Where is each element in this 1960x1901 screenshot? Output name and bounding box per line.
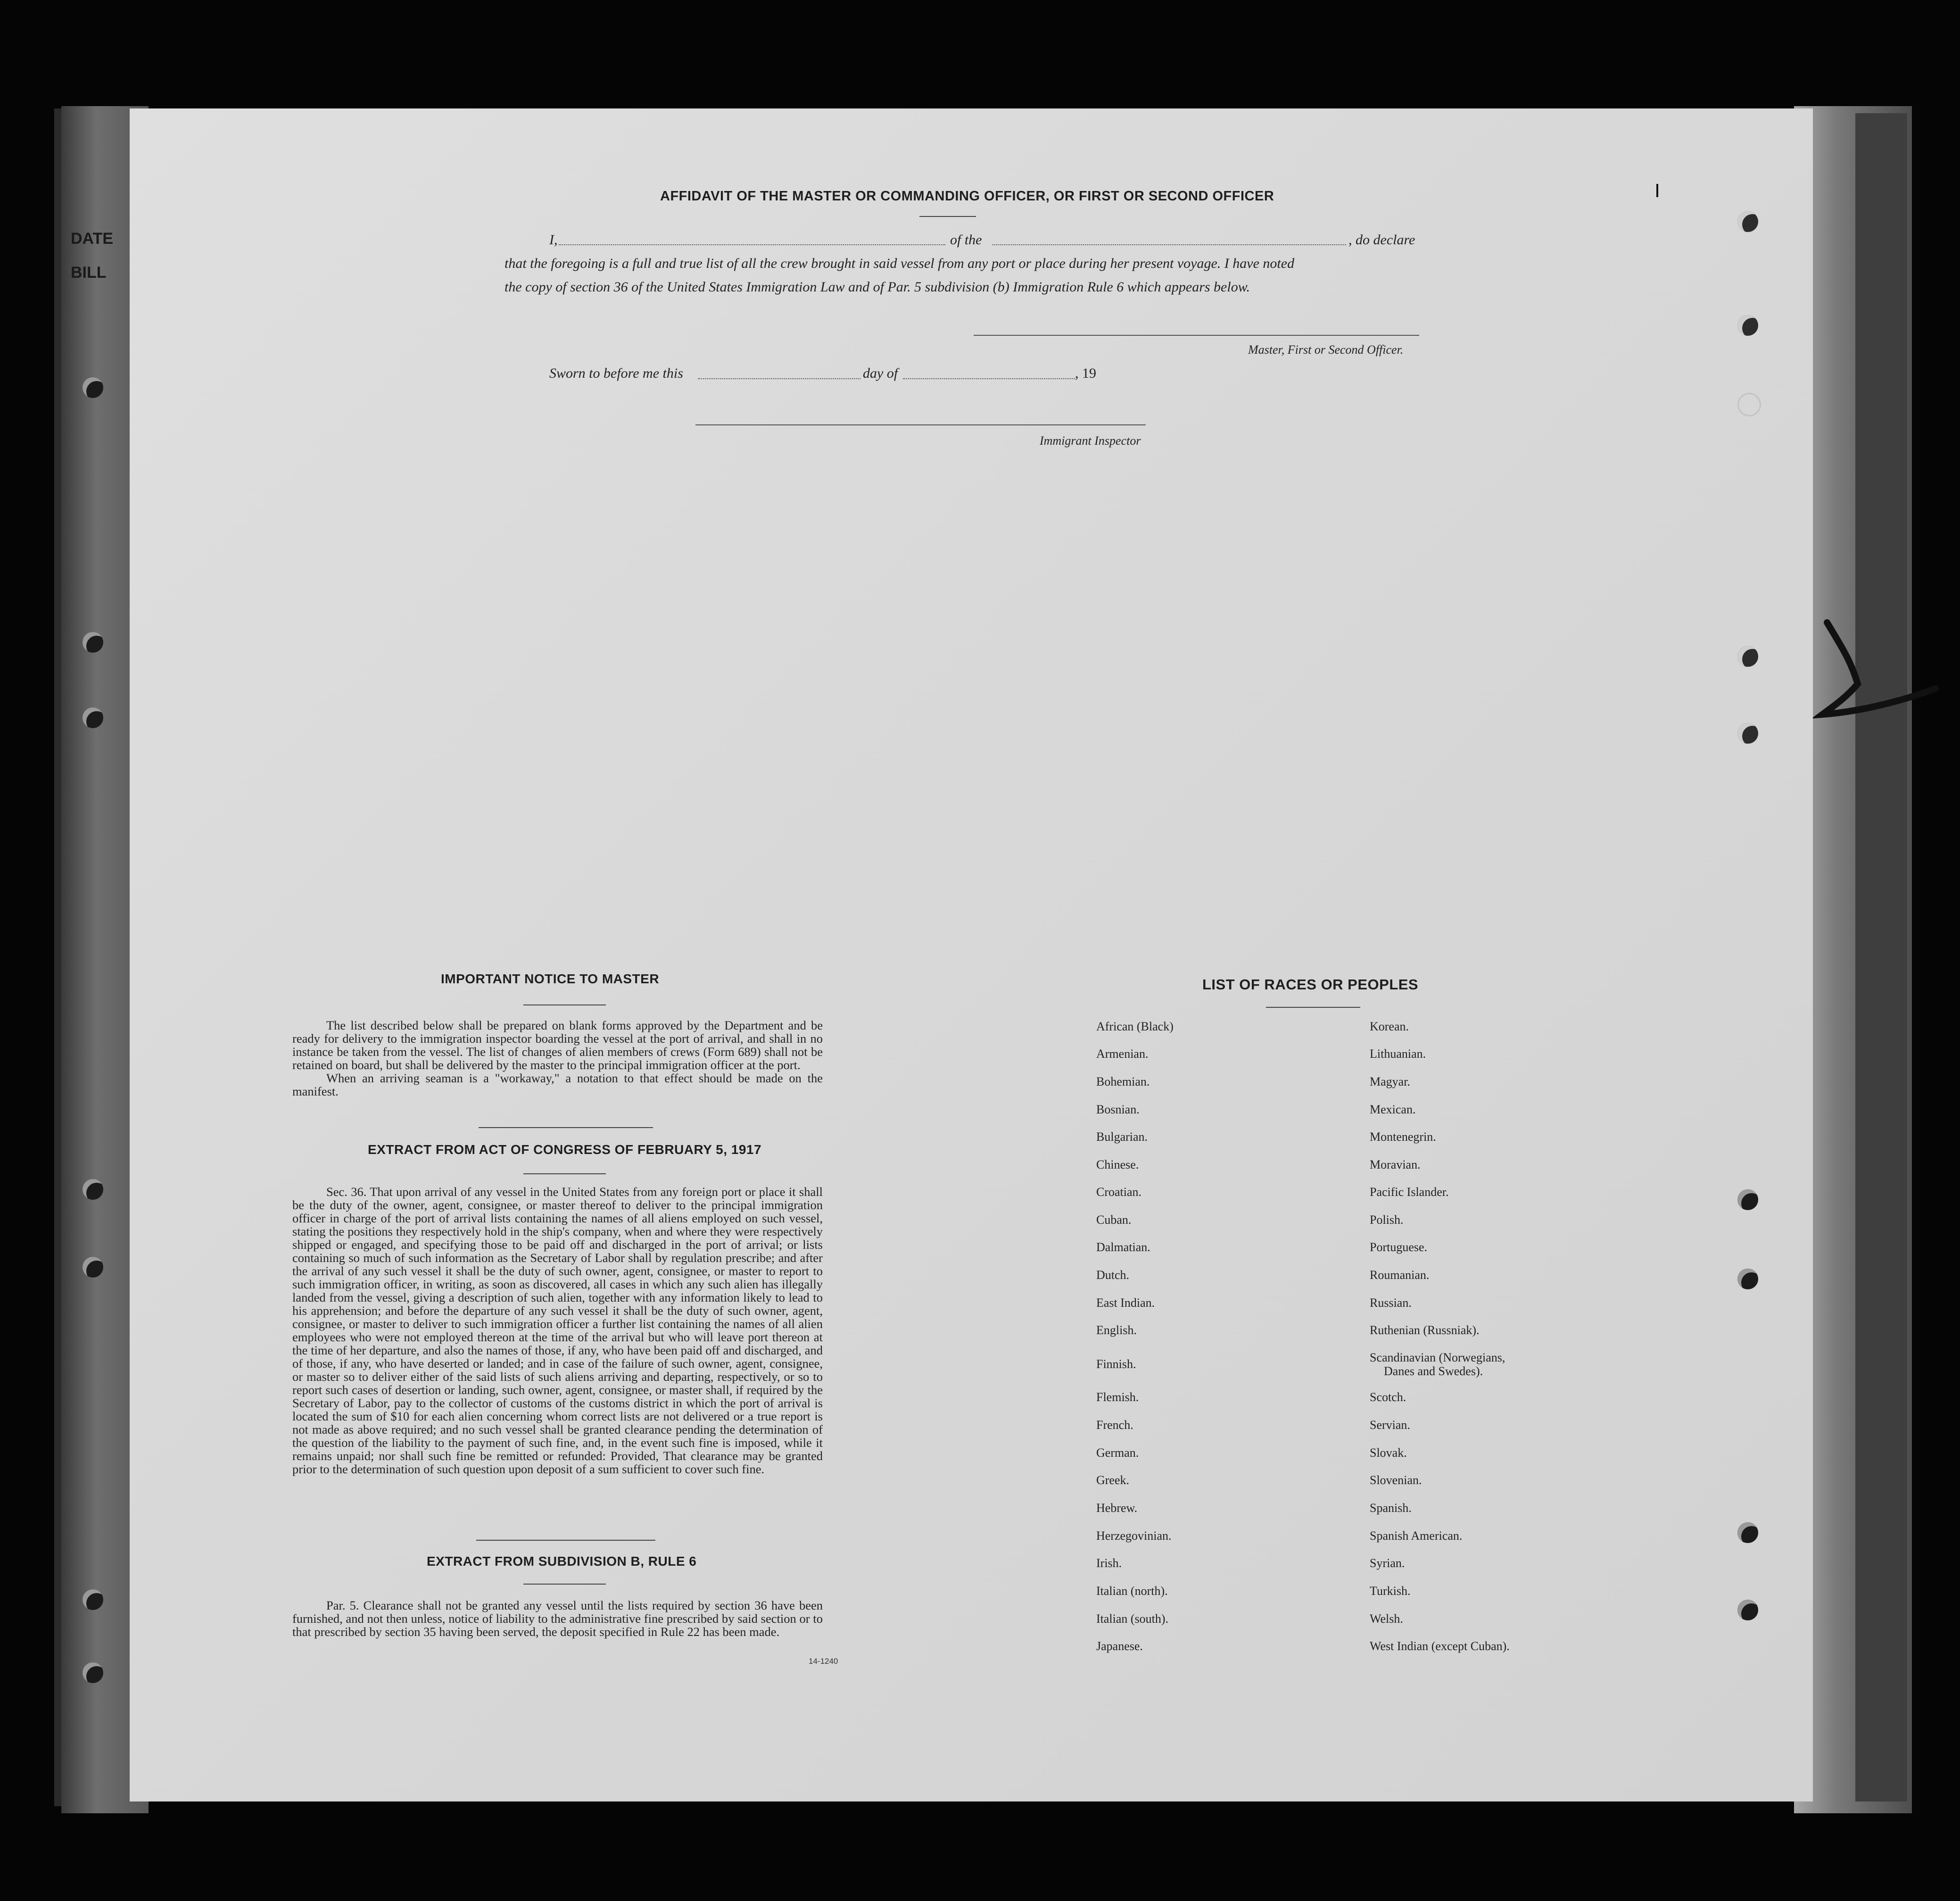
race-item: Polish. [1370,1213,1404,1227]
binder-hole-icon [1737,393,1761,416]
race-item: Welsh. [1370,1612,1403,1626]
form-page [130,108,1813,1801]
binding-hole-icon [83,1257,103,1278]
sworn-month-field[interactable] [903,378,1075,379]
race-item: Spanish American. [1370,1529,1463,1543]
pen-mark-icon [1813,618,1954,740]
notice-title: IMPORTANT NOTICE TO MASTER [441,971,660,986]
race-item: Slovak. [1370,1446,1407,1460]
binder-hole-icon [1737,1522,1758,1543]
race-item: Slovenian. [1370,1473,1422,1487]
race-item: Flemish. [1096,1390,1139,1404]
race-item: Magyar. [1370,1075,1410,1088]
binding-hole-icon [83,632,103,653]
affidavit-title-rule [919,216,976,217]
race-item: Finnish. [1096,1357,1136,1371]
act-title: EXTRACT FROM ACT OF CONGRESS OF FEBRUARY 5, 1917 [368,1142,762,1157]
rule-title: EXTRACT FROM SUBDIVISION B, RULE 6 [427,1554,697,1569]
rule-title-rule [523,1584,606,1585]
tick-mark [1656,184,1658,197]
act-section-36-text: Sec. 36. That upon arrival of any vessel in the United States from any foreign port or place it shall be the duty of the owner, agent, consignee, or master thereof to deliver to the principal immigration officer in charge of the port of arrival lists containing the names of all aliens employed on such vessel, stating the positions they respectively hold in the ship's company, when and where they were respectively shipped or engaged, and specifying those to be paid off and discharged in the port of arrival; or lists containing so much of such information as the Secretary of Labor shall by regulation prescribe; and after the arrival of any such vessel it shall be the duty of such owner, agent, consignee, or master to report to such immigration officer, in writing, as soon as discovered, all cases in which any such alien has illegally landed from the vessel, giving a description of such alien, together with any information likely to lead to his apprehension; and before the departure of any such vessel it shall be the duty of such owner, agent, consignee, or master to deliver to such immigration officer a further list containing the names of all alien employees who were not employed thereon at the time of the arrival but who will leave port thereon at the time of her departure, and also the names of those, if any, who have been paid off and discharged, and of those, if any, who have deserted or landed; and in case of the failure of such owner, agent, consignee, or master so to deliver either of the said lists of such aliens arriving and departing, respectively, or so to report such cases of desertion or landing, such owner, agent, consignee, or master shall, if required by the Secretary of Labor, pay to the collector of customs of the customs district in which the port of arrival is located the sum of $10 for each alien concerning whom correct lists are not delivered or a true report is not made as above required; and no such vessel shall be granted clearance pending the determination of the question of the liability to the payment of such fine, and, in the event such fine is imposed, while it remains unpaid; nor shall such fine be remitted or refunded: Provided, That clearance may be granted prior to the determination of such question upon deposit of a sum sufficient to cover such fine. [292,1185,823,1476]
binder-hole-icon [1737,1269,1758,1289]
binding-label-bill: BILL [71,264,107,282]
act-divider [476,1540,655,1541]
affidavit-do-declare: , do declare [1348,232,1415,248]
race-item: Dutch. [1096,1268,1130,1282]
race-item: Spanish. [1370,1501,1412,1515]
right-page-shadow [1855,113,1907,1801]
act-section-36 [292,1185,823,1476]
inspector-signature-line[interactable] [695,424,1146,425]
race-item: African (Black) [1096,1020,1174,1033]
race-item: Ruthenian (Russniak). [1370,1323,1480,1337]
sworn-day-field[interactable] [698,378,860,379]
races-title: LIST OF RACES OR PEOPLES [1202,976,1419,993]
race-item: Servian. [1370,1418,1410,1432]
binding-hole-icon [83,1589,103,1610]
affidavit-i-label: I, [549,232,558,248]
race-item: Dalmatian. [1096,1240,1150,1254]
rule-paragraph-5 [292,1599,823,1638]
race-item: Syrian. [1370,1556,1405,1570]
race-item: East Indian. [1096,1296,1155,1310]
binder-hole-icon [1737,315,1758,336]
race-item: Hebrew. [1096,1501,1138,1515]
race-item: Chinese. [1096,1158,1139,1171]
year-label: , 19 [1075,365,1096,381]
affidavit-of-the: of the [950,232,982,248]
vessel-name-field[interactable] [992,244,1346,245]
race-item: Italian (south). [1096,1612,1169,1626]
race-item: Portuguese. [1370,1240,1428,1254]
race-item: Danes and Swedes). [1384,1364,1483,1378]
affidavit-line-2: that the foregoing is a full and true list of all the crew brought in said vessel from any port or place during her present voyage. I have noted [504,256,1295,271]
race-item: English. [1096,1323,1137,1337]
master-signature-caption: Master, First or Second Officer. [1248,343,1404,357]
binding-hole-icon [83,1662,103,1683]
notice-paragraph-2: When an arriving seaman is a "workaway," a notation to that effect should be made on the manifest. [292,1071,823,1098]
binder-hole-icon [1737,211,1758,232]
binding-label [71,222,113,290]
race-item: Russian. [1370,1296,1412,1310]
notice-paragraph-1: The list described below shall be prepared on blank forms approved by the Department and be ready for delivery to the immigration inspector boarding the vessel at the port of arrival, and shall in no instance be taken from the vessel. The list of changes of alien members of crews (Form 689) shall not be retained on board, but shall be delivered by the master to the principal immigration officer at the port. [292,1018,823,1072]
race-item: French. [1096,1418,1133,1432]
race-item: Irish. [1096,1556,1122,1570]
race-item: Bulgarian. [1096,1130,1148,1144]
inspector-signature-caption: Immigrant Inspector [1040,434,1141,448]
binder-hole-icon [1737,1600,1758,1620]
binding-hole-icon [83,377,103,398]
rule-paragraph-5-text: Par. 5. Clearance shall not be granted any vessel until the lists required by section 36 have been furnished, and not then unless, notice of liability to the administrative fine prescribed by said section or to that prescribed by section 35 having been served, the deposit specified in Rule 22 has been made. [292,1598,823,1639]
race-item: Scotch. [1370,1390,1406,1404]
officer-name-field[interactable] [559,244,945,245]
binder-hole-icon [1737,646,1758,667]
day-of-label: day of [863,365,898,381]
binding-label-date: DATE [71,230,114,248]
race-item: Scandinavian (Norwegians, [1370,1351,1505,1364]
race-item: Korean. [1370,1020,1409,1033]
race-item: Turkish. [1370,1584,1411,1598]
binder-hole-icon [1737,1189,1758,1210]
affidavit-line-3: the copy of section 36 of the United States Immigration Law and of Par. 5 subdivision (b) Immigration Rule 6 which appears below. [504,279,1250,295]
race-item: Japanese. [1096,1639,1143,1653]
race-item: Croatian. [1096,1185,1142,1199]
race-item: Herzegovinian. [1096,1529,1172,1543]
races-title-rule [1266,1007,1360,1008]
race-item: Moravian. [1370,1158,1421,1171]
master-signature-line[interactable] [974,335,1419,336]
race-item: Mexican. [1370,1103,1416,1116]
race-item: Italian (north). [1096,1584,1168,1598]
affidavit-title: AFFIDAVIT OF THE MASTER OR COMMANDING OFFICER, OR FIRST OR SECOND OFFICER [660,189,1274,204]
race-item: Bosnian. [1096,1103,1140,1116]
sworn-label: Sworn to before me this [549,365,683,381]
race-item: Montenegrin. [1370,1130,1436,1144]
race-item: Cuban. [1096,1213,1132,1227]
race-item: Greek. [1096,1473,1130,1487]
notice-title-rule [523,1004,606,1005]
notice-divider [479,1127,653,1128]
race-item: Roumanian. [1370,1268,1430,1282]
notice-body [292,1019,823,1098]
race-item: Armenian. [1096,1047,1149,1061]
form-number: 14-1240 [809,1657,838,1666]
binding-hole-icon [83,707,103,728]
race-item: Lithuanian. [1370,1047,1426,1061]
race-item: German. [1096,1446,1139,1460]
race-item: West Indian (except Cuban). [1370,1639,1510,1653]
race-item: Bohemian. [1096,1075,1150,1088]
act-title-rule [523,1173,606,1174]
race-item: Pacific Islander. [1370,1185,1449,1199]
binder-hole-icon [1737,723,1758,744]
binding-hole-icon [83,1179,103,1200]
